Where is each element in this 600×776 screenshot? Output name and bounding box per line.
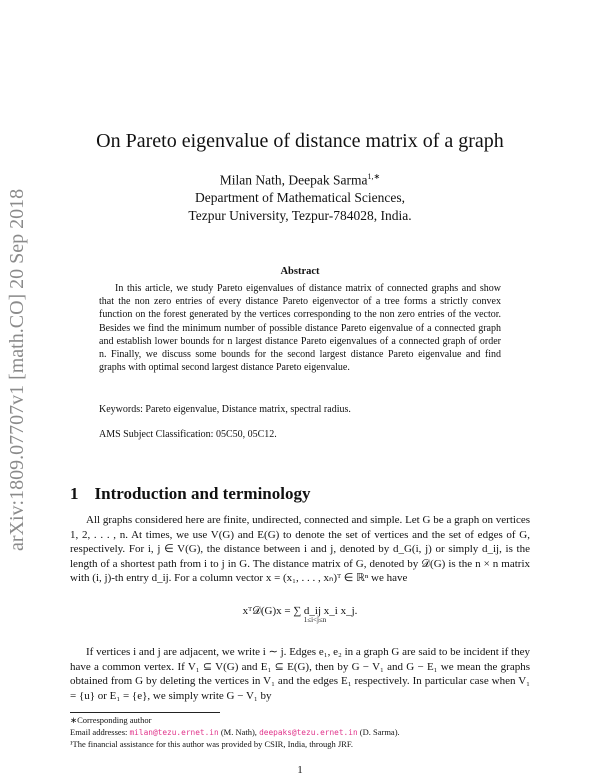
- equation-subscript: 1≤i<j≤n: [303, 616, 327, 624]
- footnote-rule: [70, 712, 220, 713]
- email-owner-sarma: (D. Sarma).: [359, 727, 400, 737]
- page-number: 1: [297, 764, 303, 776]
- adjacency-paragraph: If vertices i and j are adjacent, we write i ∼ j. Edges e₁, e₂ in a graph G are said to be incident if they have a common vertex. If V₁ ⊆ V(G) and E₁ ⊆ E(G), then by G − V₁ and G − E₁ we mean the graphs obtained from G by deleting the vertices in V₁ and the edges E₁ respectively. In particular case when V₁ = {u} or E₁ = {e}, we simply write G − V₁ by: [70, 646, 530, 702]
- arxiv-identifier: arXiv:1809.07707v1 [math.CO] 20 Sep 2018: [6, 188, 28, 552]
- ams-classification: AMS Subject Classification: 05C50, 05C12.: [99, 429, 277, 440]
- section-number: 1: [70, 484, 79, 503]
- section-heading: [70, 484, 311, 504]
- authors: [100, 172, 500, 189]
- email-link-nath[interactable]: milan@tezu.ernet.in: [129, 728, 219, 737]
- footnote-funding: ¹The financial assistance for this author was provided by CSIR, India, through JRF.: [70, 739, 354, 749]
- affiliation-department: Department of Mathematical Sciences,: [195, 190, 405, 205]
- equation-body: xᵀ𝒟(G)x = ∑ d_ij x_i x_j.: [242, 605, 358, 617]
- section-title: Introduction and terminology: [94, 484, 311, 503]
- abstract-body: In this article, we study Pareto eigenvalues of distance matrix of connected graphs and show that the non zero entries of every distance Pareto eigenvector of a tree forms a strictly convex function on the forest generated by the vertices corresponding to the non zero entries of the vector. Besides we find the minimum number of possible distance Pareto eigenvalue of a connected graph and establish lower bounds for n largest distance Pareto eigenvalues of a connected graph of order n. Finally, we discuss some bounds for the second largest distance Pareto eigenvalue and find graphs with optimal second largest distance Pareto eigenvalue.: [99, 283, 501, 374]
- paper-title: On Pareto eigenvalue of distance matrix of a graph: [96, 130, 504, 152]
- intro-paragraph: All graphs considered here are finite, undirected, connected and simple. Let G be a graph on vertices 1, 2, . . . , n. At times, we use V(G) and E(G) to denote the set of vertices and the set of edges of G, respectively. For i, j ∈ V(G), the distance between i and j, denoted by d_G(i, j) or simply d_ij, is the length of a shortest path from i to j in G. The distance matrix of G, denoted by 𝒟(G) is the n × n matrix with (i, j)-th entry d_ij. For a column vector x = (x₁, . . . , xₙ)ᵀ ∈ ℝⁿ we have: [70, 514, 530, 585]
- keywords: Keywords: Pareto eigenvalue, Distance matrix, spectral radius.: [99, 404, 351, 415]
- author-names: Milan Nath, Deepak Sarma: [219, 172, 368, 188]
- author-footnote-mark: 1,∗: [367, 172, 381, 181]
- abstract-heading: Abstract: [280, 266, 320, 277]
- footnote-corresponding: ∗Corresponding author: [70, 715, 152, 725]
- email-prefix: Email addresses:: [70, 727, 128, 737]
- email-link-sarma[interactable]: deepaks@tezu.ernet.in: [259, 728, 358, 737]
- affiliation-university: Tezpur University, Tezpur-784028, India.: [188, 208, 412, 223]
- footnote-emails: [70, 727, 530, 737]
- email-owner-nath: (M. Nath),: [220, 727, 257, 737]
- quadratic-form-equation: [70, 605, 530, 624]
